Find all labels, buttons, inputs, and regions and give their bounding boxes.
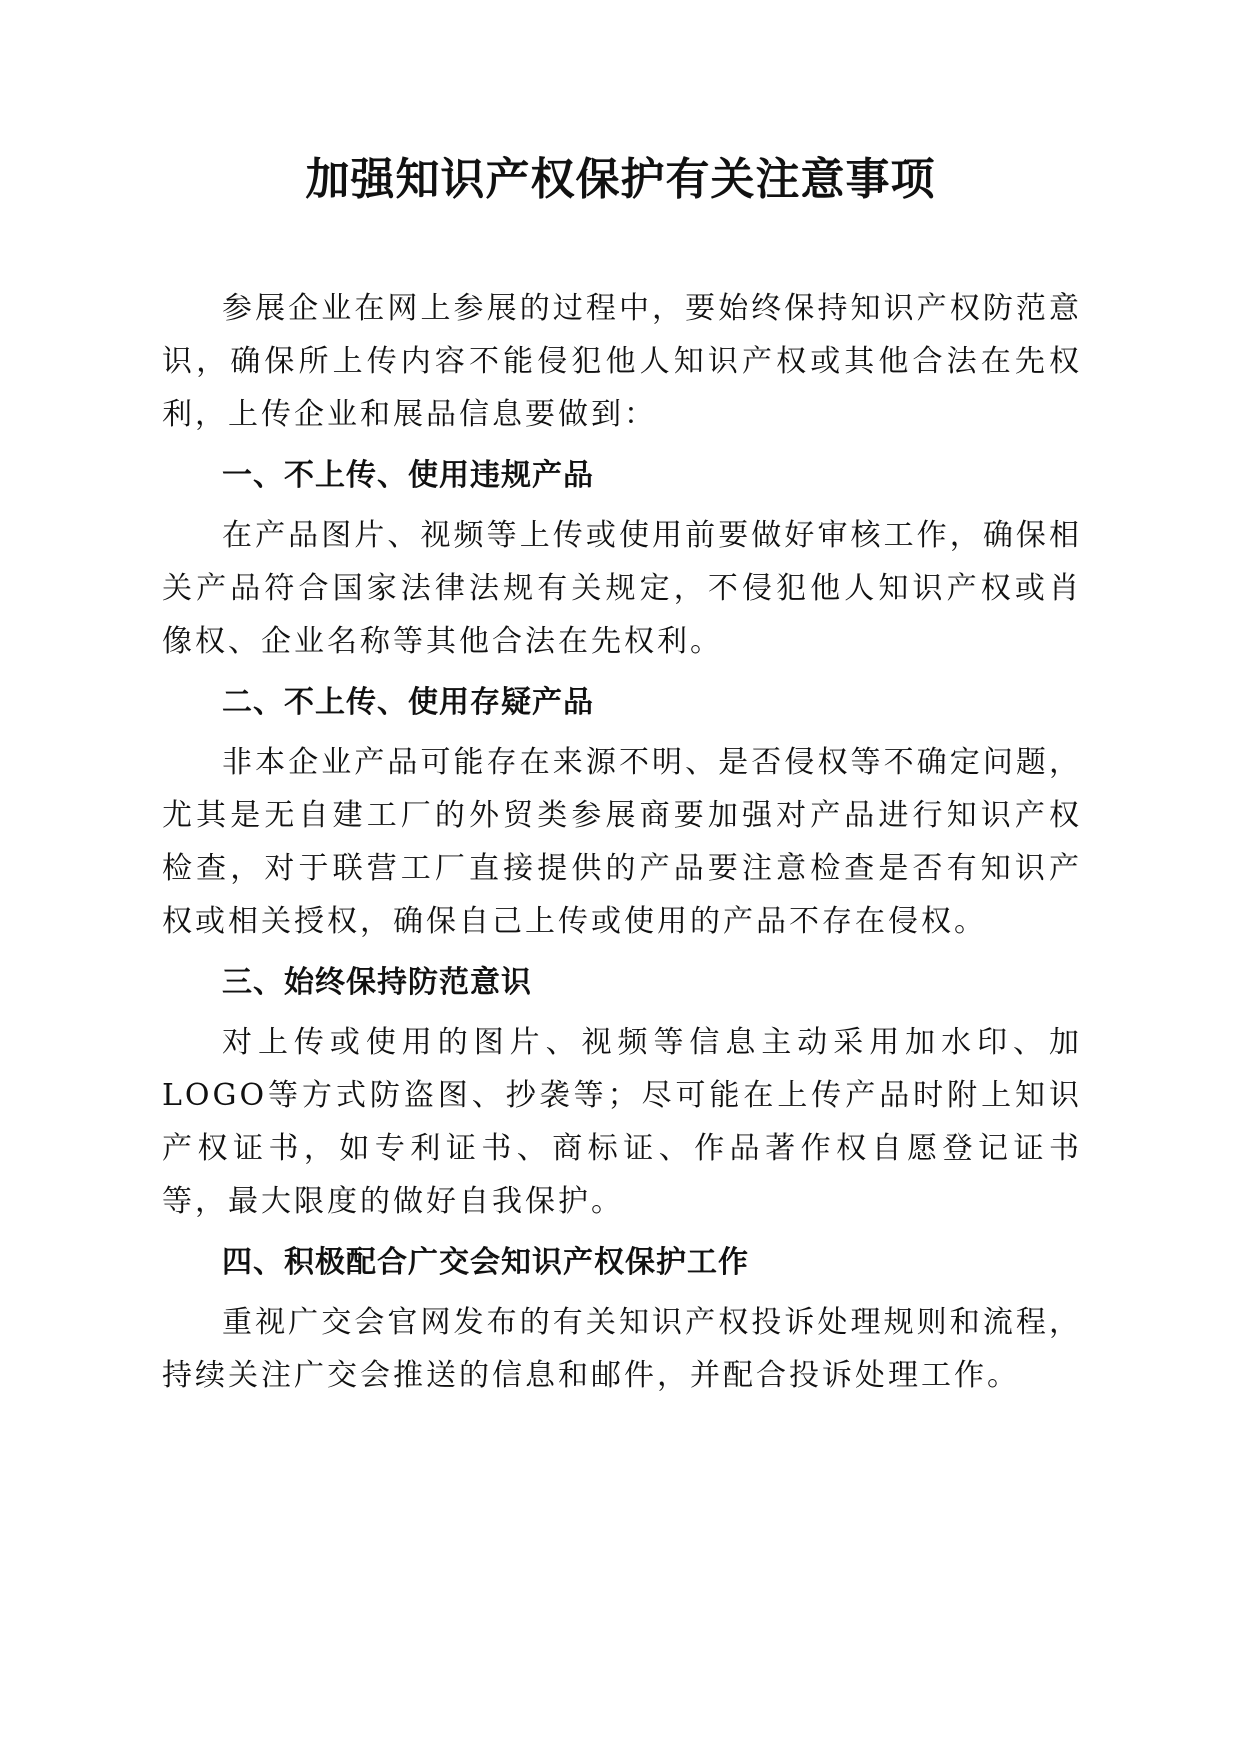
document-title: 加强知识产权保护有关注意事项	[305, 154, 936, 205]
section-heading-2: 二、不上传、使用存疑产品	[222, 685, 594, 720]
intro-paragraph: 参展企业在网上参展的过程中，要始终保持知识产权防范意识，确保所上传内容不能侵犯他人知识产权或其他合法在先权利，上传企业和展品信息要做到：	[162, 291, 1082, 432]
section-heading-3: 三、始终保持防范意识	[222, 965, 532, 1000]
section-heading-4: 四、积极配合广交会知识产权保护工作	[222, 1245, 749, 1280]
document-body	[162, 282, 1082, 1402]
section-heading-1: 一、不上传、使用违规产品	[222, 458, 594, 493]
section-text-4: 重视广交会官网发布的有关知识产权投诉处理规则和流程，持续关注广交会推送的信息和邮件，并配合投诉处理工作。	[162, 1305, 1082, 1393]
section-text-1: 在产品图片、视频等上传或使用前要做好审核工作，确保相关产品符合国家法律法规有关规定，不侵犯他人知识产权或肖像权、企业名称等其他合法在先权利。	[162, 518, 1082, 659]
section-text-3: 对上传或使用的图片、视频等信息主动采用加水印、加LOGO等方式防盗图、抄袭等；尽可能在上传产品时附上知识产权证书，如专利证书、商标证、作品著作权自愿登记证书等，最大限度的做好自我保护。	[162, 1025, 1082, 1219]
section-text-2: 非本企业产品可能存在来源不明、是否侵权等不确定问题，尤其是无自建工厂的外贸类参展商要加强对产品进行知识产权检查，对于联营工厂直接提供的产品要注意检查是否有知识产权或相关授权，确保自己上传或使用的产品不存在侵权。	[162, 745, 1082, 939]
